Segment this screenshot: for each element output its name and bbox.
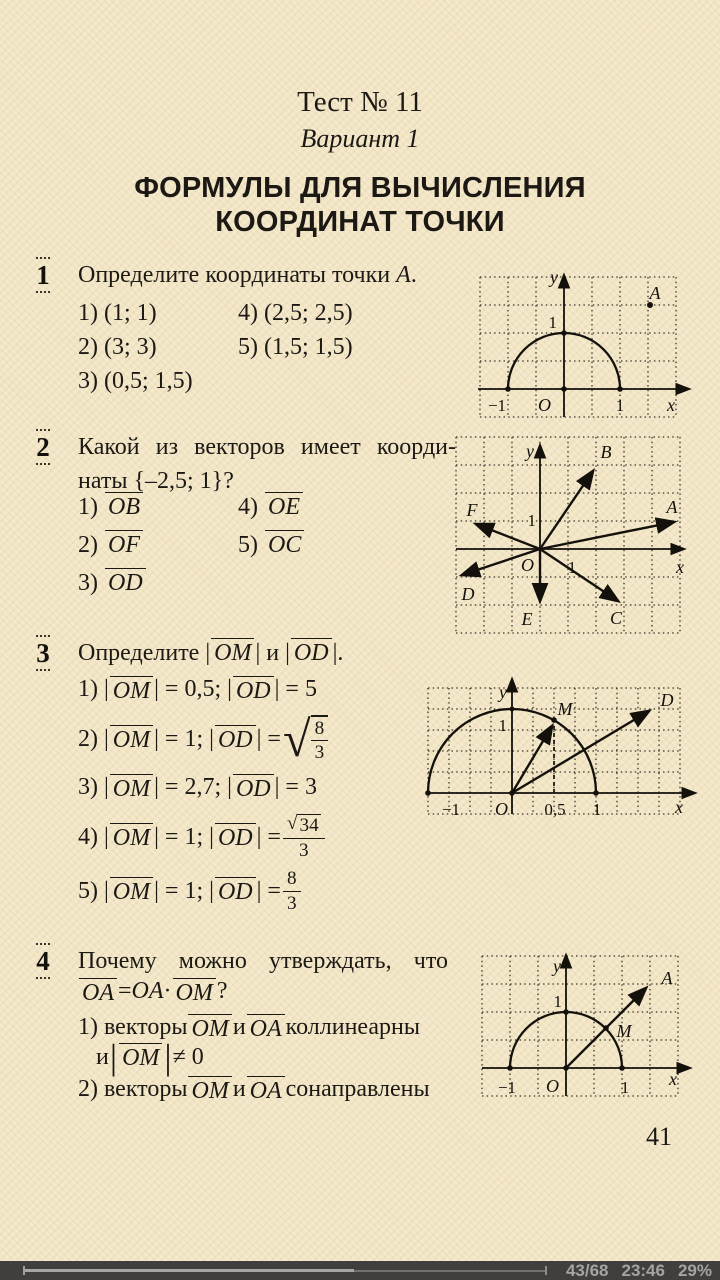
question-number-badge: 2 bbox=[32, 432, 54, 462]
tick-05: 0,5 bbox=[544, 800, 566, 819]
prompt-line: Почему можно утверждать, что bbox=[78, 948, 448, 974]
origin-label: O bbox=[521, 555, 534, 575]
question-prompt bbox=[78, 636, 456, 670]
y-axis-label: y bbox=[526, 441, 534, 461]
origin-label: O bbox=[546, 1076, 559, 1096]
vector-om bbox=[512, 726, 552, 793]
fraction: $\frac{8}{3}$ bbox=[311, 715, 329, 764]
text-fragment: | = 0,5; | bbox=[154, 676, 232, 703]
text-fragment: | = 3 bbox=[274, 774, 317, 801]
text-fragment: Определите координаты точки bbox=[78, 262, 397, 288]
vector-name: OD bbox=[215, 725, 256, 752]
y-axis-label: y bbox=[550, 267, 558, 287]
text-fragment: · bbox=[163, 978, 172, 1005]
vector-name: OM bbox=[173, 978, 216, 1005]
progress-remaining-segment bbox=[354, 1270, 545, 1272]
vector-ob bbox=[540, 471, 593, 549]
vectors bbox=[512, 711, 649, 793]
text-fragment: = bbox=[118, 978, 132, 1005]
option bbox=[78, 568, 238, 606]
question-prompt bbox=[78, 258, 456, 292]
text-fragment: . bbox=[410, 262, 417, 288]
point-d-label: D bbox=[461, 584, 475, 604]
option bbox=[78, 808, 327, 866]
point-a-label: A bbox=[649, 283, 661, 303]
figure-labels bbox=[442, 682, 683, 819]
option bbox=[78, 710, 328, 768]
option bbox=[78, 774, 317, 801]
point-a-label: A bbox=[661, 968, 673, 988]
point-a-label: A bbox=[666, 497, 678, 517]
point-d-label: D bbox=[660, 690, 674, 710]
vector-name: OM bbox=[188, 1014, 231, 1041]
option: 4) (2,5; 2,5) bbox=[238, 300, 353, 326]
question-number-badge: 3 bbox=[32, 638, 54, 668]
text-fragment: и bbox=[232, 1076, 246, 1103]
text-fragment: коллинеарны bbox=[285, 1014, 420, 1041]
grid bbox=[482, 956, 678, 1096]
option bbox=[78, 1076, 430, 1103]
answer-options bbox=[78, 492, 305, 606]
text-fragment: |. bbox=[332, 640, 344, 666]
math-variable: A bbox=[396, 262, 411, 288]
book-page-number: 41 bbox=[646, 1122, 672, 1151]
vector-name: OD bbox=[215, 877, 256, 904]
vector-name: OE bbox=[265, 492, 303, 519]
y-axis-label: y bbox=[499, 682, 507, 702]
x-axis-label: x bbox=[669, 1069, 677, 1089]
text-fragment: | = bbox=[256, 823, 281, 850]
fraction: √ 34 3 bbox=[283, 813, 325, 861]
text-fragment: 4) | bbox=[78, 823, 109, 850]
figure-unit-circle-q3 bbox=[415, 665, 705, 825]
option bbox=[238, 368, 353, 402]
question-number-badge: 1 bbox=[32, 260, 54, 290]
tick-1-x: 1 bbox=[567, 558, 577, 577]
math-variable: OA bbox=[131, 978, 164, 1005]
tick-1-y: 1 bbox=[527, 511, 536, 530]
point-m-label: M bbox=[616, 1021, 632, 1041]
battery-percent: 29% bbox=[677, 1261, 712, 1280]
figure-coordinate-plane-q1 bbox=[453, 263, 703, 423]
vector-name: OM bbox=[110, 676, 153, 703]
tick-1-x: 1 bbox=[615, 396, 625, 415]
figure-labels bbox=[488, 267, 675, 415]
axes bbox=[456, 445, 684, 549]
abs-bar: | bbox=[164, 1037, 172, 1077]
x-axis-label: x bbox=[667, 395, 675, 415]
vector-name: OM bbox=[119, 1043, 162, 1070]
vector-name: OA bbox=[247, 1076, 285, 1103]
text-fragment: 4) bbox=[238, 494, 264, 520]
vector-name: OM bbox=[110, 877, 153, 904]
text-fragment: ≠ 0 bbox=[172, 1043, 204, 1070]
point-e-label: E bbox=[521, 609, 533, 629]
text-fragment: сонаправлены bbox=[285, 1076, 430, 1103]
tick-minus1: −1 bbox=[441, 800, 461, 819]
option bbox=[78, 530, 238, 568]
vector-name: OD bbox=[291, 638, 332, 665]
text-fragment: 5) bbox=[238, 532, 264, 558]
text-fragment: | = 1; | bbox=[154, 823, 214, 850]
text-fragment: и bbox=[232, 1014, 246, 1041]
vector-name: OF bbox=[105, 530, 143, 557]
question-prompt bbox=[78, 944, 448, 978]
grid bbox=[456, 437, 680, 633]
clock: 23:46 bbox=[621, 1261, 665, 1280]
y-axis-label: y bbox=[553, 956, 561, 976]
text-fragment: 5) | bbox=[78, 877, 109, 904]
option bbox=[238, 568, 305, 606]
point-c-label: C bbox=[609, 608, 623, 628]
status-text bbox=[566, 1261, 712, 1280]
vector-name: OM bbox=[188, 1076, 231, 1103]
test-title: Тест № 11 bbox=[297, 86, 423, 118]
point-m-dot bbox=[603, 1025, 609, 1031]
text-fragment: 2) bbox=[78, 532, 104, 558]
option: 1) (1; 1) bbox=[78, 300, 157, 326]
option bbox=[78, 676, 317, 703]
question-prompt bbox=[78, 430, 456, 498]
text-fragment: | = bbox=[256, 725, 281, 752]
vector-name: OM bbox=[110, 774, 153, 801]
tick-1-y: 1 bbox=[498, 716, 507, 735]
vector-name: OB bbox=[105, 492, 143, 519]
vector-name: OM bbox=[110, 725, 153, 752]
tick-minus1: −1 bbox=[487, 396, 507, 415]
point-f-label: F bbox=[466, 500, 478, 520]
vector-name: OM bbox=[211, 638, 254, 665]
prompt-formula bbox=[78, 978, 228, 1005]
abs-bar: | bbox=[109, 1037, 118, 1077]
vector-name: OA bbox=[247, 1014, 285, 1041]
tick-1-y: 1 bbox=[548, 313, 557, 332]
option bbox=[238, 492, 305, 530]
text-fragment: | = 1; | bbox=[154, 725, 214, 752]
origin-label: O bbox=[538, 395, 551, 415]
option: 2) (3; 3) bbox=[78, 334, 157, 360]
figure-vectors-q2 bbox=[450, 433, 695, 638]
vector-name: OC bbox=[265, 530, 304, 557]
x-axis-label: x bbox=[676, 557, 684, 577]
text-fragment: и bbox=[96, 1043, 109, 1070]
text-fragment: | и | bbox=[255, 640, 290, 666]
vector-name: OD bbox=[233, 774, 274, 801]
text-fragment: 1) векторы bbox=[78, 1014, 188, 1041]
text-fragment: 1) | bbox=[78, 676, 109, 703]
reading-progress-slider[interactable] bbox=[23, 1261, 547, 1280]
grid bbox=[480, 277, 676, 417]
point-b-label: B bbox=[600, 442, 612, 462]
tick-1-x: 1 bbox=[592, 800, 602, 819]
vector-name: OD bbox=[105, 568, 146, 595]
figure-collinear-vectors-q4 bbox=[460, 945, 705, 1100]
text-fragment: | = bbox=[256, 877, 281, 904]
point-m-label: M bbox=[557, 699, 573, 719]
option bbox=[78, 864, 303, 918]
text-fragment: ? bbox=[216, 978, 228, 1005]
text-fragment: | = 5 bbox=[274, 676, 317, 703]
tick-minus1: −1 bbox=[497, 1078, 517, 1097]
vector-name: OA bbox=[79, 978, 117, 1005]
vector-name: OM bbox=[110, 823, 153, 850]
text-fragment: Определите | bbox=[78, 640, 211, 666]
reader-status-bar bbox=[0, 1261, 720, 1280]
tick-1-x: 1 bbox=[620, 1078, 630, 1097]
origin-label: O bbox=[495, 799, 508, 819]
progress-end-tick bbox=[545, 1266, 547, 1275]
question-number-badge: 4 bbox=[32, 946, 54, 976]
vector-oc bbox=[540, 549, 618, 601]
x-axis-label: x bbox=[675, 797, 683, 817]
square-root-fraction: √ $\frac{8}{3}$ bbox=[283, 715, 328, 764]
option-continued bbox=[96, 1038, 204, 1076]
chapter-title-line2: КООРДИНАТ ТОЧКИ bbox=[215, 206, 505, 238]
text-fragment: | = 2,7; | bbox=[154, 774, 232, 801]
option: 3) (0,5; 1,5) bbox=[78, 368, 193, 394]
page-position-indicator: 43/68 bbox=[565, 1261, 609, 1280]
figure-labels bbox=[461, 441, 685, 629]
square-root: √ 34 bbox=[286, 813, 319, 836]
vector-oa bbox=[540, 522, 674, 549]
text-fragment: 3) bbox=[78, 570, 104, 596]
tick-1-y: 1 bbox=[553, 992, 562, 1011]
fraction: $\frac{8}{3}$ bbox=[283, 868, 301, 914]
text-fragment: 2) | bbox=[78, 725, 109, 752]
text-fragment: 3) | bbox=[78, 774, 109, 801]
vector-od bbox=[512, 711, 649, 793]
text-fragment: 2) векторы bbox=[78, 1076, 188, 1103]
text-fragment: | = 1; | bbox=[154, 877, 214, 904]
vector-name: OD bbox=[215, 823, 256, 850]
option: 5) (1,5; 1,5) bbox=[238, 334, 353, 360]
option bbox=[238, 530, 305, 568]
chapter-title-line1: ФОРМУЛЫ ДЛЯ ВЫЧИСЛЕНИЯ bbox=[134, 172, 586, 204]
progress-done-segment bbox=[25, 1269, 354, 1272]
prompt-line: Какой из векторов имеет коорди- bbox=[78, 434, 456, 460]
prompt-line: наты {–2,5; 1}? bbox=[78, 468, 234, 494]
answer-options bbox=[78, 300, 353, 402]
axes bbox=[482, 955, 690, 1096]
option bbox=[78, 492, 238, 530]
point-m-dot bbox=[551, 717, 557, 723]
text-fragment: 1) bbox=[78, 494, 104, 520]
variant-subtitle: Вариант 1 bbox=[300, 124, 420, 153]
vector-name: OD bbox=[233, 676, 274, 703]
